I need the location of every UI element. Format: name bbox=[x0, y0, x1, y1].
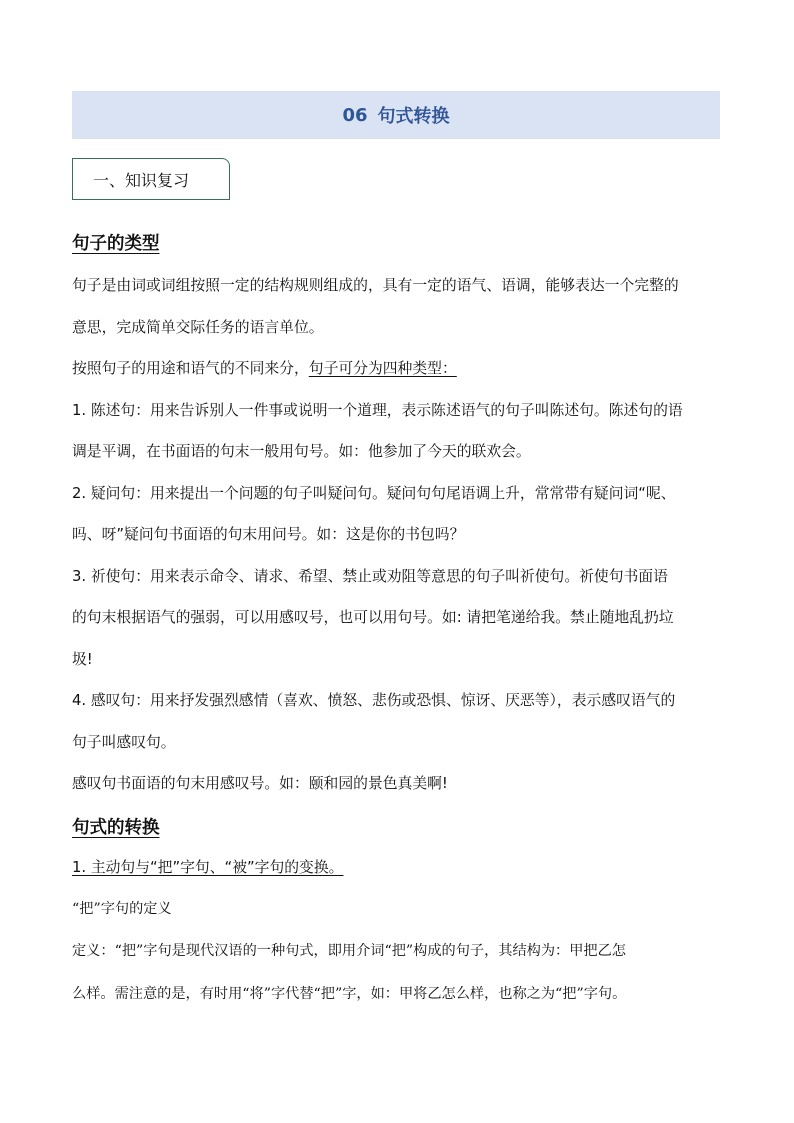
heading-sentence-types: 句子的类型 bbox=[72, 234, 160, 254]
paragraph-line: 4. 感叹句：用来抒发强烈感情（喜欢、愤怒、悲伤或恐惧、惊讶、厌恶等），表示感叹语气的 bbox=[72, 692, 676, 709]
paragraph-line: 3. 祈使句：用来表示命令、请求、希望、禁止或劝阻等意思的句子叫祈使句。祈使句书面语 bbox=[72, 568, 668, 585]
paragraph-line: 2. 疑问句：用来提出一个问题的句子叫疑问句。疑问句句尾语调上升，常常带有疑问词“呢、 bbox=[72, 485, 676, 502]
paragraph-line: 意思，完成简单交际任务的语言单位。 bbox=[72, 319, 324, 336]
ba-definition-title: “把”字句的定义 bbox=[72, 901, 172, 917]
heading-sentence-transform: 句式的转换 bbox=[72, 818, 160, 838]
paragraph-line: 感叹句书面语的句末用感叹号。如：颐和园的景色真美啊! bbox=[72, 775, 448, 792]
title-number: 06 bbox=[342, 104, 368, 126]
text-span: 按照句子的用途和语气的不同来分， bbox=[72, 360, 309, 377]
title-text: 句式转换 bbox=[377, 106, 450, 127]
ba-definition-line: 么样。需注意的是，有时用“将”字代替“把”字，如：甲将乙怎么样，也称之为“把”字句。 bbox=[72, 986, 627, 1002]
paragraph-line: 句子是由词或词组按照一定的结构规则组成的，具有一定的语气、语调，能够表达一个完整的 bbox=[72, 277, 679, 294]
paragraph-line: 调是平调，在书面语的句末一般用句号。如：他参加了今天的联欢会。 bbox=[72, 443, 531, 460]
document-title-bar bbox=[72, 91, 720, 139]
subheading-ba-bei: 1. 主动句与“把”字句、“被”字句的变换。 bbox=[72, 859, 344, 876]
paragraph-line bbox=[72, 357, 732, 378]
paragraph-line: 圾! bbox=[72, 651, 93, 668]
paragraph-line: 1. 陈述句：用来告诉别人一件事或说明一个道理，表示陈述语气的句子叫陈述句。陈述句的语 bbox=[72, 402, 683, 419]
paragraph-line: 的句末根据语气的强弱，可以用感叹号，也可以用句号。如: 请把笔递给我。禁止随地乱扔垃 bbox=[72, 609, 674, 626]
underlined-span: 句子可分为四种类型： bbox=[308, 360, 457, 377]
paragraph-line: 吗、呀”疑问句书面语的句末用问号。如：这是你的书包吗？ bbox=[72, 526, 465, 543]
paragraph-line: 句子叫感叹句。 bbox=[72, 734, 176, 751]
section-heading-box: 一、知识复习 bbox=[72, 158, 230, 200]
ba-definition-line: 定义：“把”字句是现代汉语的一种句式，即用介词“把”构成的句子，其结构为：甲把乙怎 bbox=[72, 943, 626, 959]
